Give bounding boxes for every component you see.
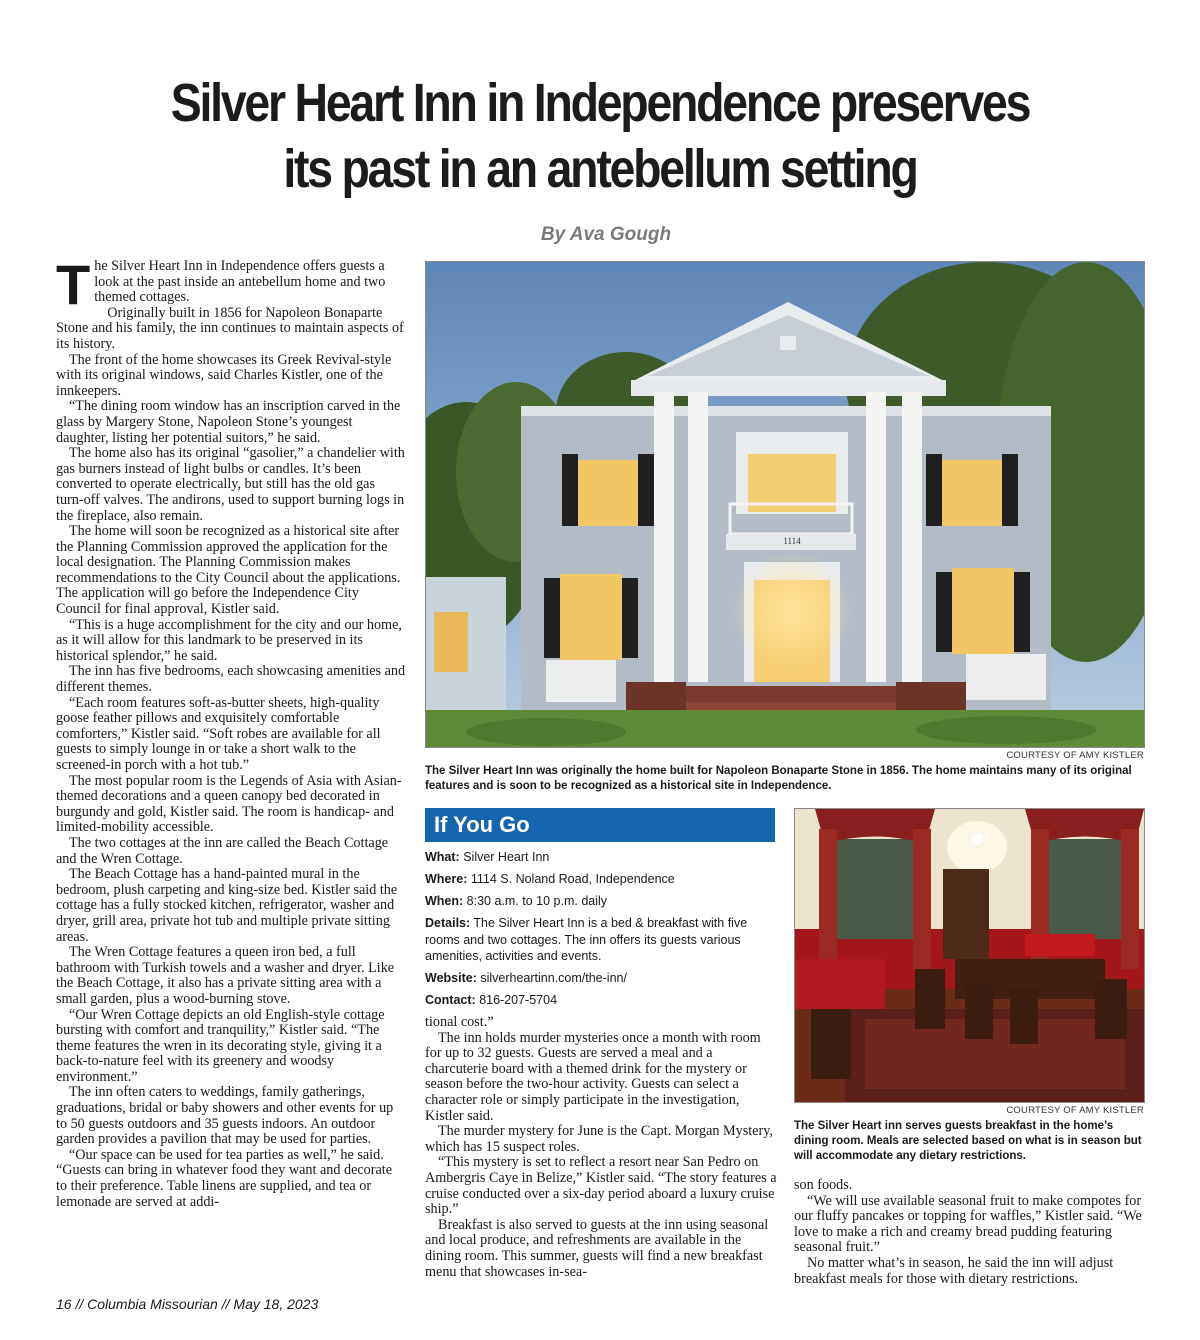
if-you-go-where: Where: 1114 S. Noland Road, Independence — [425, 872, 675, 886]
paragraph: The home will soon be recognized as a historical site after the Planning Commission approved the application for the local designation. The Planning Commission makes recommendations to the City Council about the applications. The application will go before the Independence City Council for final approval, Kistler said. — [56, 523, 401, 618]
article-column-3 — [794, 1178, 1144, 1287]
paragraph: The front of the home showcases its Greek Revival-style with its original windows, said Charles Kistler, one of the innkeepers. — [56, 351, 392, 399]
if-you-go-details: Details: The Silver Heart Inn is a bed & breakfast with five rooms and two cottages. The inn offers its guests various amenities, activities and events. — [425, 916, 748, 963]
photo-credit-2: COURTESY OF AMY KISTLER — [1006, 1105, 1144, 1116]
photo-caption-2: The Silver Heart inn serves guests breakfast in the home’s dining room. Meals are selected based on what is in season but will accommodate any dietary restrictions. — [794, 1120, 1142, 1162]
page-footer: 16 // Columbia Missourian // May 18, 2023 — [56, 1296, 319, 1312]
photo-caption-1: The Silver Heart Inn was originally the home built for Napoleon Bonaparte Stone in 1856. The home maintains many of its original features and is soon to be recognized as a historical site in Independence. — [425, 765, 1132, 792]
paragraph: The Silver Heart Inn in Independence offers guests a look at the past inside an antebellum home and two themed cottages. — [56, 253, 386, 316]
if-you-go-when: When: 8:30 a.m. to 10 p.m. daily — [425, 894, 608, 908]
if-you-go-contact: Contact: 816-207-5704 — [425, 993, 558, 1007]
headline — [136, 70, 1065, 202]
paragraph: “This is a huge accomplishment for the city and our home, as it will allow for this landmark to be preserved in its historical splendor,” he said. — [56, 616, 402, 664]
article-column-1 — [56, 253, 406, 1210]
paragraph: The inn often caters to weddings, family gatherings, graduations, bridal or baby showers and other events for up to 50 guests outdoors and 35 guests indoors. An outdoor garden provides a pavilion that may be used for parties. — [56, 1084, 394, 1148]
if-you-go-title: If You Go — [425, 808, 775, 842]
paragraph: The inn has five bedrooms, each showcasing amenities and different themes. — [56, 663, 406, 696]
paragraph: “This mystery is set to reflect a resort near San Pedro on Ambergris Caye in Belize,” Kistler said. “The story features a cruise conducted over a six-day period aboard a luxury cruise ship.” — [425, 1154, 777, 1218]
drop-cap: T — [56, 253, 91, 316]
dining-room-photo — [794, 808, 1145, 1103]
paragraph: The home also has its original “gasolier,” a chandelier with gas burners instead of light bulbs or candles. It’s been converted to operate electrically, but still has the old gas turn-off valves. The andirons, used to support burning logs in the fireplace, also remain. — [56, 445, 405, 524]
house-number: 1114 — [783, 536, 801, 546]
paragraph: Originally built in 1856 for Napoleon Bonaparte Stone and his family, the inn continues to maintain aspects of its history. — [56, 304, 404, 352]
paragraph: The two cottages at the inn are called the Beach Cottage and the Wren Cottage. — [56, 834, 389, 867]
paragraph: son foods. — [794, 1177, 853, 1193]
if-you-go-box — [425, 849, 780, 1014]
paragraph: No matter what’s in season, he said the inn will adjust breakfast meals for those with dietary restrictions. — [794, 1254, 1114, 1287]
headline-line-1: Silver Heart Inn in Independence preserves — [170, 73, 1030, 133]
inn-exterior-photo — [425, 261, 1145, 748]
article-column-2 — [425, 1015, 777, 1280]
paragraph: The murder mystery for June is the Capt. Morgan Mystery, which has 15 suspect roles. — [425, 1123, 773, 1155]
paragraph: “Each room features soft-as-butter sheets, high-quality goose feather pillows and exquisitely comfortable comforters,” Kistler said. “Soft robes are available for all guests to simply lounge in or take a short walk to the screened-in porch with a hot tub.” — [56, 694, 381, 773]
if-you-go-website: Website: silverheartinn.com/the-inn/ — [425, 971, 627, 985]
byline: By Ava Gough — [540, 224, 672, 245]
paragraph: “Our space can be used for tea parties as well,” he said. “Guests can bring in whatever food they want and decorate to their preference. Table linens are supplied, and tea or lemonade are served at addi- — [56, 1146, 393, 1210]
paragraph: The Wren Cottage features a queen iron bed, a full bathroom with Turkish towels and a washer and dryer. Like the Beach Cottage, it also has a private sitting area with a small garden, plus a wood-burning stove. — [56, 944, 395, 1007]
paragraph: The Beach Cottage has a hand-painted mural in the bedroom, plush carpeting and king-size bed. Kistler said the cottage has a fully stocked kitchen, refrigerator, washer and dryer, grill area, private hot tub and multiple private sitting areas. — [56, 866, 398, 945]
if-you-go-what: What: Silver Heart Inn — [425, 850, 550, 864]
headline-line-2: its past in an antebellum setting — [283, 139, 917, 199]
photo-credit-1: COURTESY OF AMY KISTLER — [1006, 750, 1144, 761]
paragraph: The inn holds murder mysteries once a month with room for up to 32 guests. Guests are served a meal and a charcuterie board with a themed drink for the mystery or season before the two-hour activity. Guests can select a character role or simply participate in the investigation, Kistler said. — [425, 1029, 761, 1124]
paragraph: “Our Wren Cottage depicts an old English-style cottage bursting with comfort and tranquility,” Kistler said. “The theme features the wren in its decorating style, giving it a back-to-nature feel with its greenery and woodsy environment.” — [56, 1006, 385, 1085]
paragraph: The most popular room is the Legends of Asia with Asian-themed decorations and a queen canopy bed decorated in burgundy and gold, Kistler said. The room is handicap- and limited-mobility accessible. — [56, 772, 402, 836]
website-link[interactable]: silverheartinn.com/the-inn/ — [480, 971, 627, 985]
paragraph: Breakfast is also served to guests at the inn using seasonal and local produce, and refreshments are available in the dining room. This summer, guests will find a new breakfast menu that showcases in-sea- — [425, 1216, 769, 1280]
paragraph: “The dining room window has an inscription carved in the glass by Margery Stone, Napoleon Stone’s youngest daughter, listing her potential suitors,” he said. — [56, 398, 401, 446]
paragraph: tional cost.” — [425, 1014, 494, 1030]
paragraph: “We will use available seasonal fruit to make compotes for our fluffy pancakes or topping for waffles,” Kistler said. “We love to make a rich and creamy bread pudding featuring seasonal fruit.” — [794, 1192, 1142, 1256]
